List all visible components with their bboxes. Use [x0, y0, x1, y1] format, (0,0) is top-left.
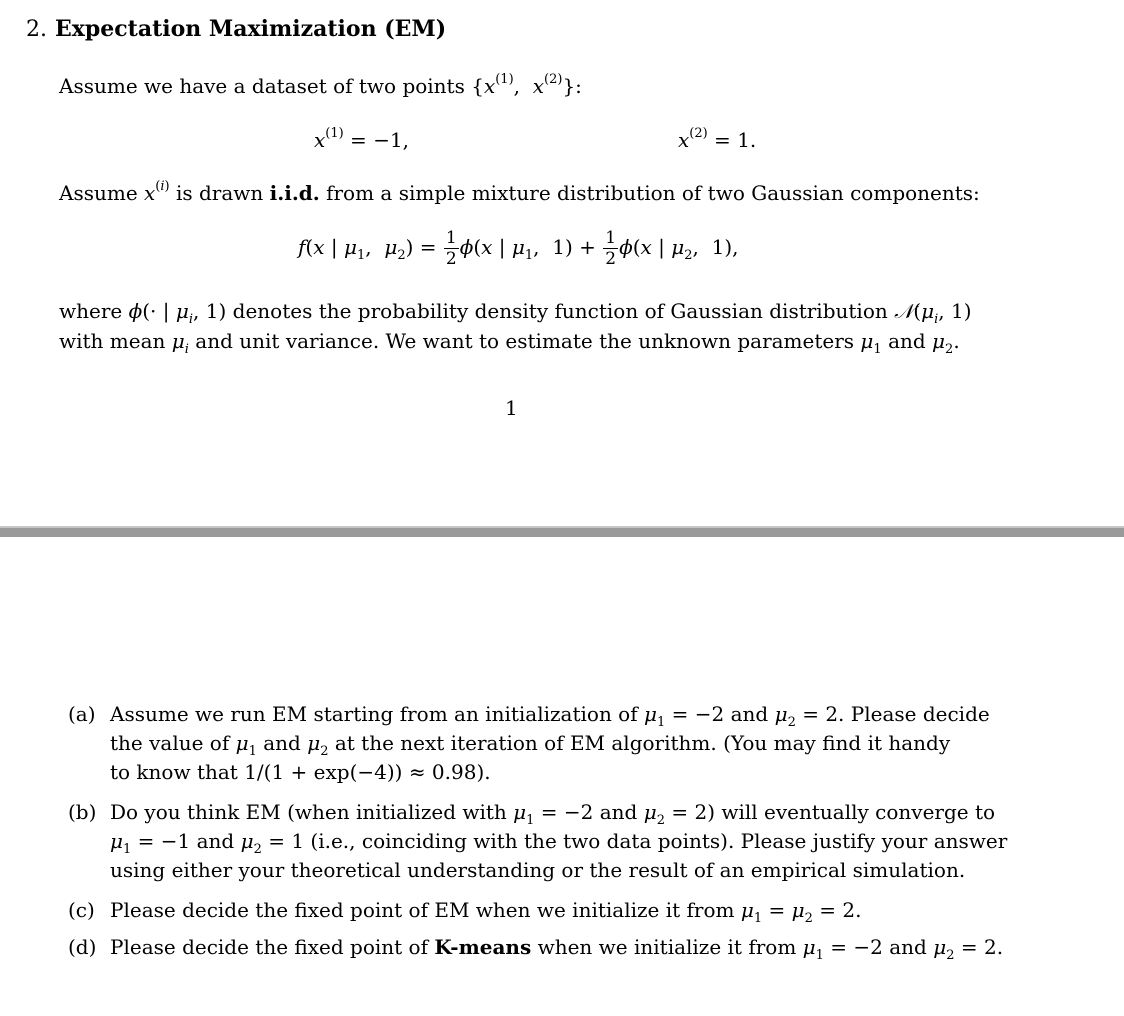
question-label: (d): [68, 935, 97, 959]
question-body: Assume we run EM starting from an initialization of $\mu_1 = -2$ and $\mu_2 = 2$. Please decide the value of $\mu_1$ and $\mu_2$ at the next iteration of EM algorithm. (You may find it handy to know that 1/(1 + exp(−4)) ≈ 0.98).: [110, 702, 990, 784]
question-label: (c): [68, 898, 95, 922]
question-body: Do you think EM (when initialized with $\mu_1 = -2$ and $\mu_2 = 2$) will eventually converge to $\mu_1 = -1$ and $\mu_2 = 1$ (i.e., coinciding with the two data points). Please justify your answer using either your theoretical understanding or the result of an empirical simulation.: [110, 800, 1008, 882]
page-2: [0, 542, 1124, 1016]
iid-term: i.i.d.: [269, 181, 320, 205]
page-separator: [0, 522, 1124, 542]
point-x1: $x^{(1)} = -1$,: [314, 126, 410, 152]
mixture-equation: f(x | $\mu_1$, $\mu_2$) = $\frac{1}{2}$ ϕ(x | $\mu_1$, 1) + $\frac{1}{2}$ ϕ(x | $\mu_2$, 1),: [298, 228, 739, 269]
fraction-half: $\frac{1}{2}$: [605, 228, 617, 269]
page-number: 1: [505, 396, 518, 420]
section-heading: [26, 16, 446, 42]
question-label: (b): [68, 800, 97, 824]
section-title: Expectation Maximization (EM): [55, 16, 447, 42]
section-number: 2.: [26, 17, 47, 42]
mixture-assumption: Assume $x^{(i)}$ is drawn i.i.d. from a simple mixture distribution of two Gaussian components:: [59, 179, 980, 205]
fraction-half: $\frac{1}{2}$: [445, 228, 457, 269]
kmeans-term: K-means: [434, 935, 532, 959]
point-x2: $x^{(2)} = 1$.: [678, 126, 757, 152]
where-line-2: with mean $\mu_i$ and unit variance. We want to estimate the unknown parameters $\mu_1$ and $\mu_2$.: [59, 329, 960, 357]
x1-value: −1,: [373, 128, 410, 152]
question-body: Please decide the fixed point of K-means when we initialize it from $\mu_1 = -2$ and $\mu_2 = 2$.: [110, 935, 1004, 963]
intro-text: Assume we have a dataset of two points: [59, 74, 465, 98]
intro-line: Assume we have a dataset of two points {$x^{(1)}$, $x^{(2)}$}:: [59, 72, 582, 98]
x2-value: 1.: [737, 128, 757, 152]
question-label: (a): [68, 702, 96, 726]
question-body: Please decide the fixed point of EM when we initialize it from $\mu_1 = \mu_2 = 2$.: [110, 898, 862, 926]
where-line-1: where ϕ(· | $\mu_i$, 1) denotes the probability density function of Gaussian distribution $𝒩(\mu_i$, 1): [59, 299, 972, 327]
